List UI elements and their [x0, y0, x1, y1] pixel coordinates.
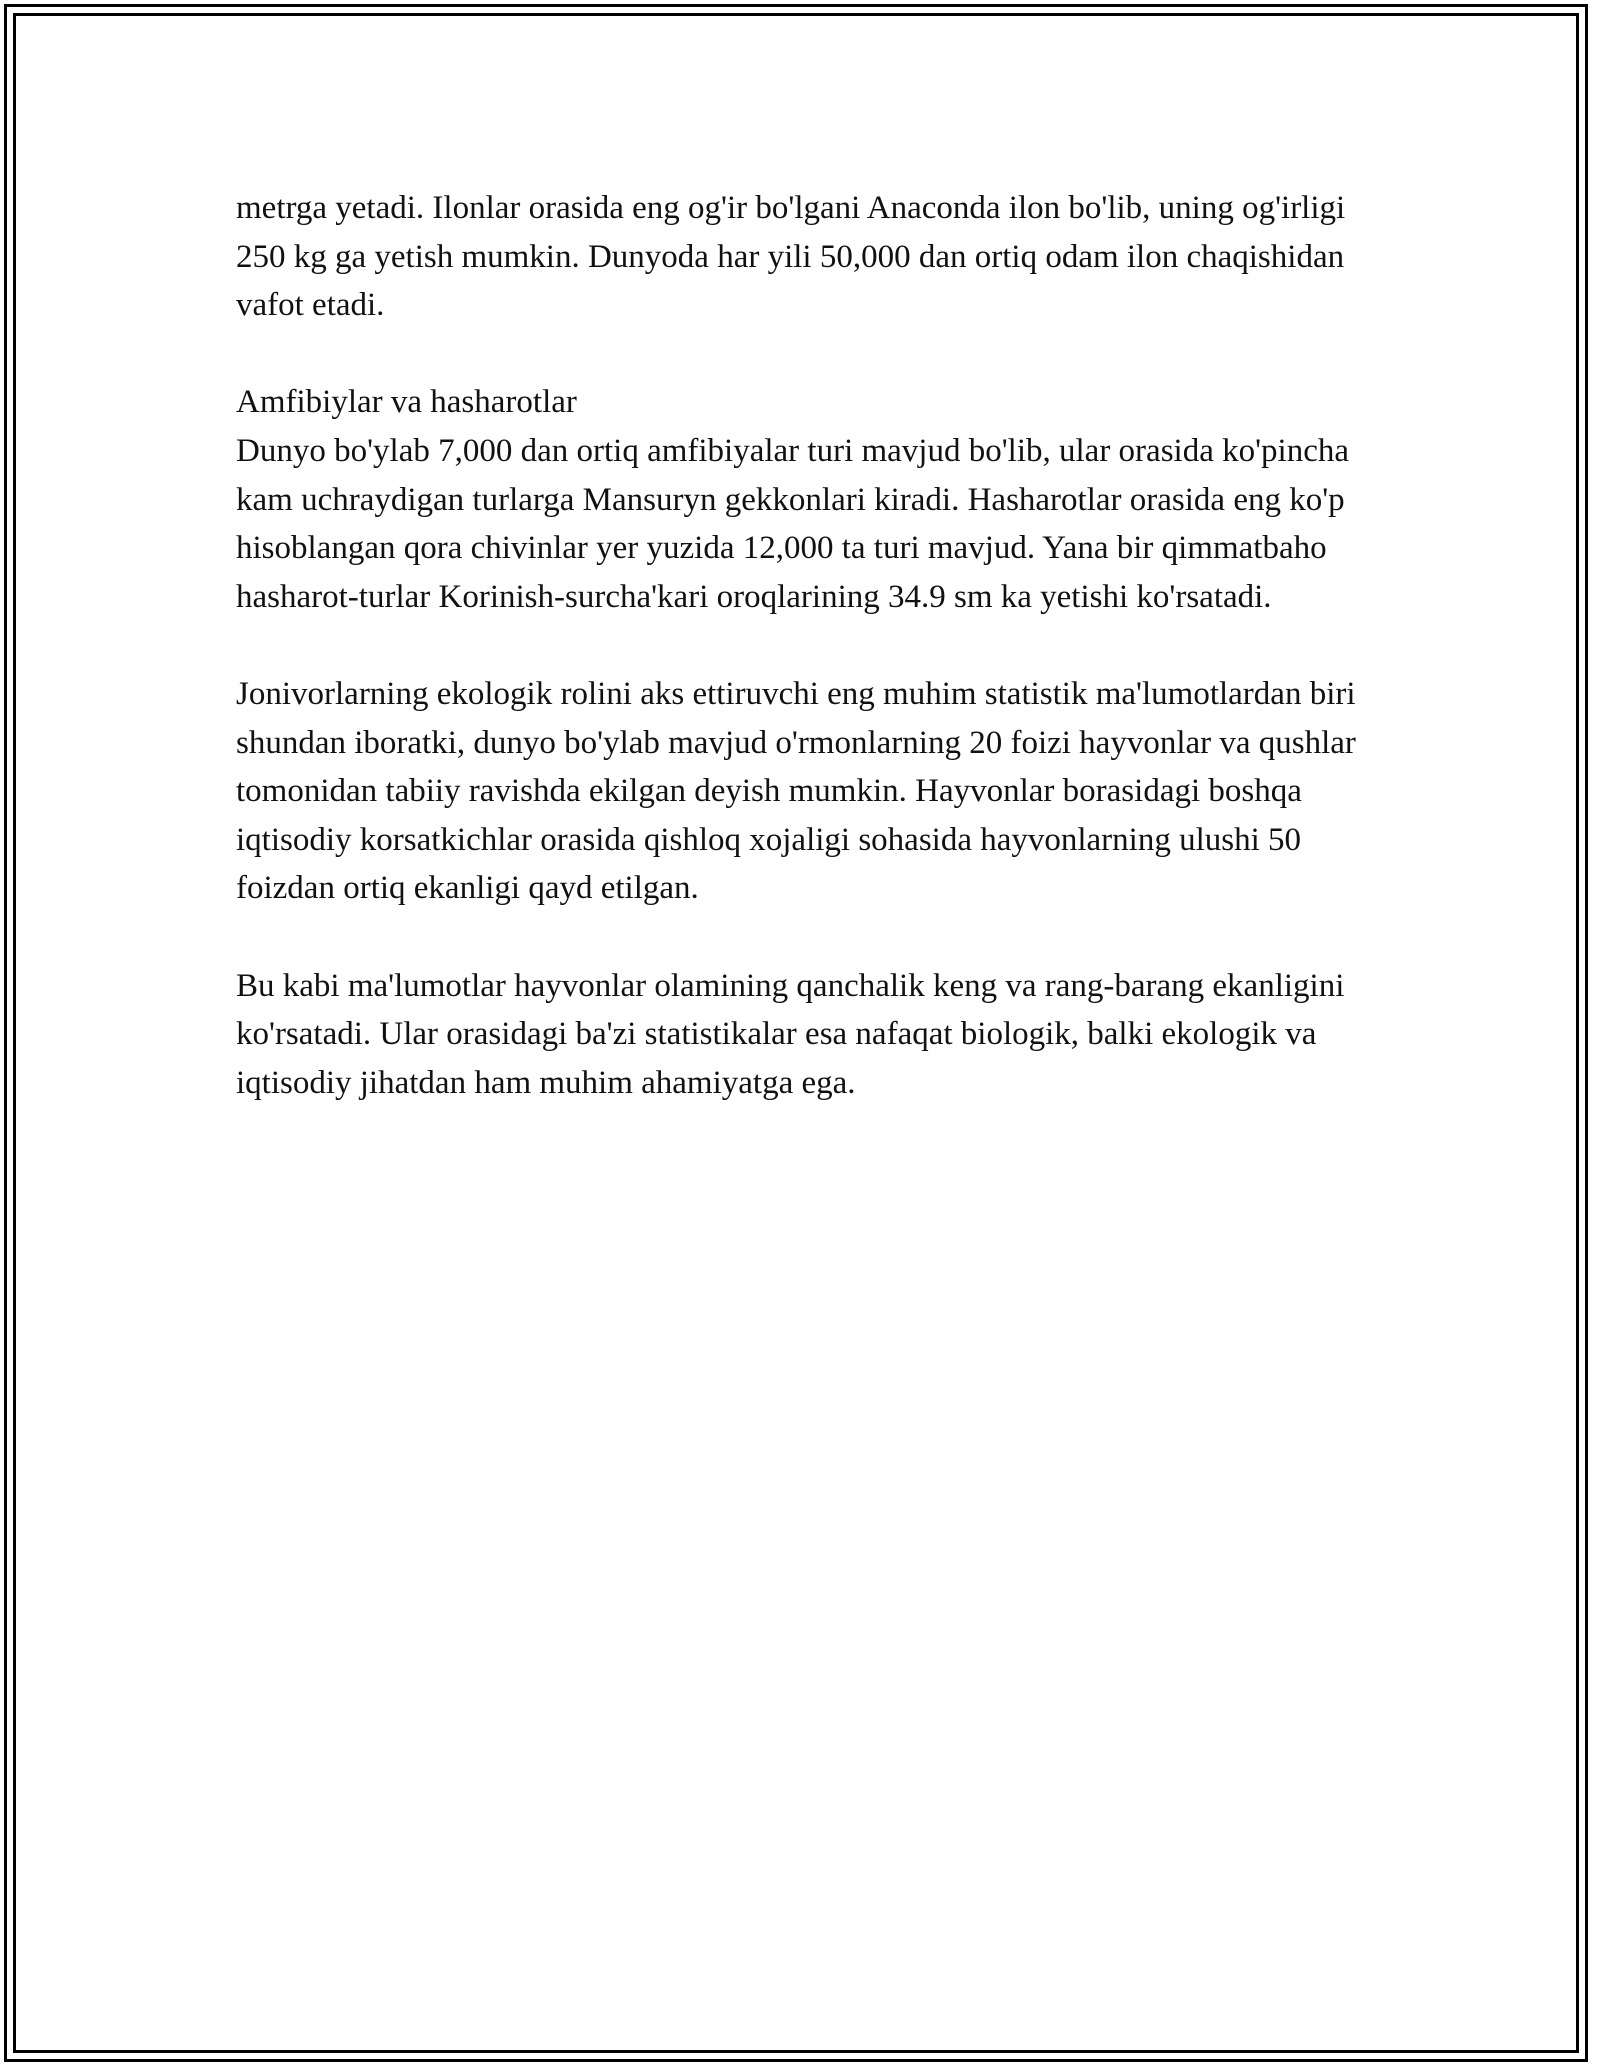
section-heading-amphibians-insects: Amfibiylar va hasharotlar: [236, 384, 577, 421]
paragraph-snakes: metrga yetadi. Ilonlar orasida eng og'ir bo'lgani Anaconda ilon bo'lib, uning og'irligi 250 kg ga yetish mumkin. Dunyoda har yili 50,000 dan ortiq odam ilon chaqishidan vafot etadi.: [236, 190, 1346, 324]
paragraph-ecological-role: Jonivorlarning ekologik rolini aks ettiruvchi eng muhim statistik ma'lumotlardan biri shundan iboratki, dunyo bo'ylab mavjud o'rmonlarning 20 foizi hayvonlar va qushlar tomonidan tabiiy ravishda ekilgan deyish mumkin. Hayvonlar borasidagi boshqa iqtisodiy korsatkichlar orasida qishloq xojaligi sohasida hayvonlarning ulushi 50 foizdan ortiq ekanligi qayd etilgan.: [236, 675, 1356, 907]
paragraph-conclusion: Bu kabi ma'lumotlar hayvonlar olamining qanchalik keng va rang-barang ekanligini ko'rsatadi. Ular orasidagi ba'zi statistikalar esa nafaqat biologik, balki ekologik va iqtisodiy jihatdan ham muhim ahamiyatga ega.: [236, 967, 1345, 1101]
paragraph-amphibians-insects: Dunyo bo'ylab 7,000 dan ortiq amfibiyalar turi mavjud bo'lib, ular orasida ko'pincha kam uchraydigan turlarga Mansuryn gekkonlari kiradi. Hasharotlar orasida eng ko'p hisoblangan qora chivinlar yer yuzida 12,000 ta turi mavjud. Yana bir qimmatbaho hasharot-turlar Korinish-surcha'kari oroqlarining 34.9 sm ka yetishi ko'rsatadi.: [236, 432, 1350, 615]
document-body: [236, 184, 1376, 1156]
